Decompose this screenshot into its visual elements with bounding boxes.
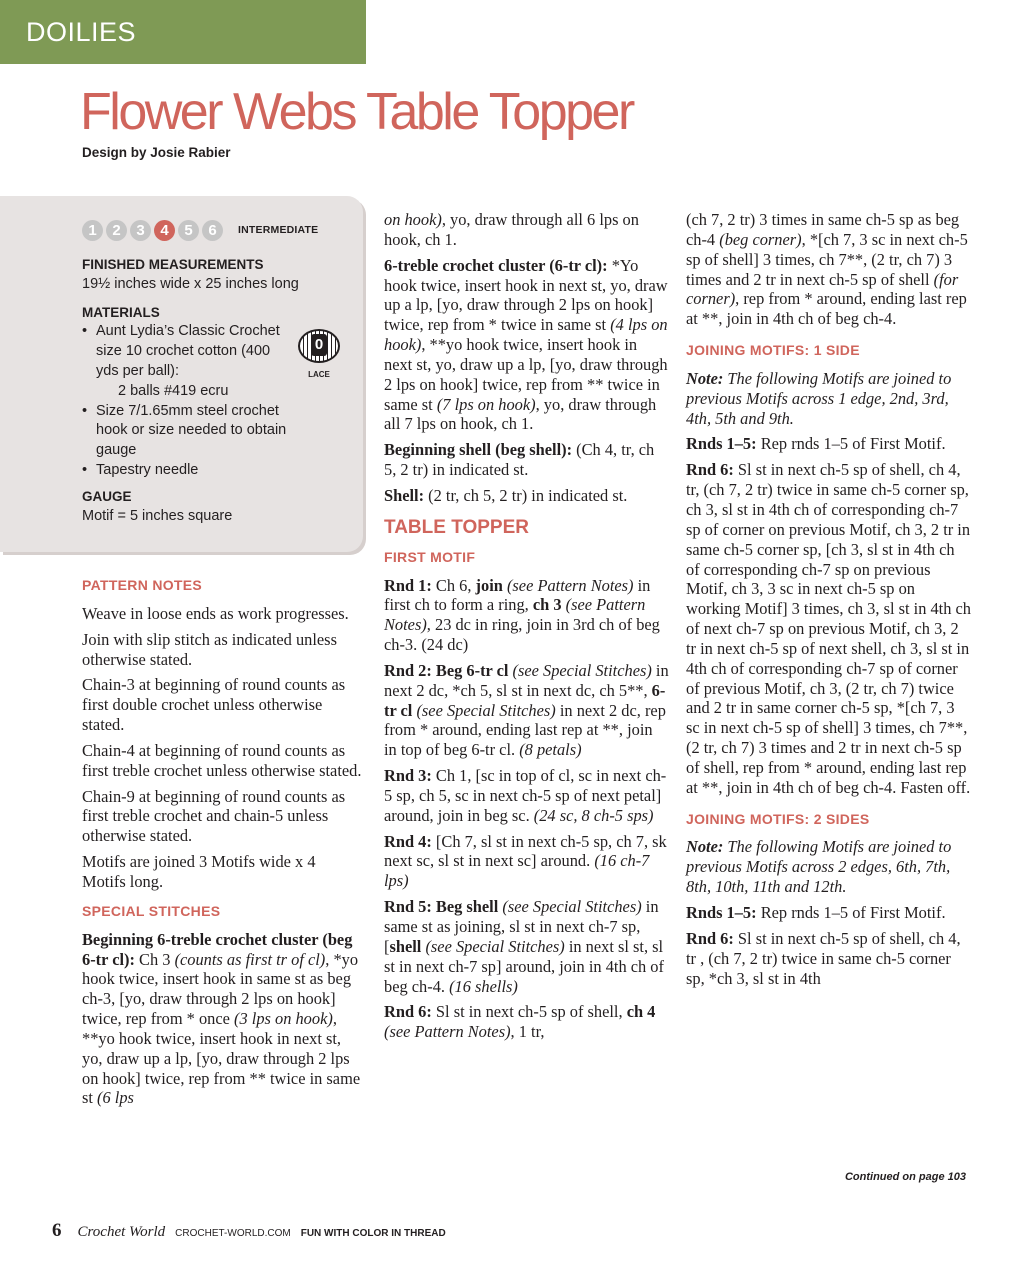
materials-heading: MATERIALS <box>82 304 160 320</box>
round-text: in next 2 dc, rep from * around, ending last rep at **, join in top of beg 6-tr cl. <box>384 700 666 760</box>
yarn-ball-icon <box>298 329 340 363</box>
round-note: (8 petals) <box>519 740 582 760</box>
pattern-note: Chain-3 at beginning of round counts as first double crochet unless otherwise stated. <box>82 675 346 735</box>
skill-dot-2: 2 <box>106 220 127 241</box>
joining-1-note <box>686 369 971 429</box>
round-note: (see Pattern Notes) <box>384 1022 511 1042</box>
stitch-term: Shell: <box>384 485 425 505</box>
note-label: Note: <box>686 368 724 388</box>
round-note: (24 sc, 8 ch-5 sps) <box>533 805 654 825</box>
joining-2-rnds-1-5 <box>686 903 971 923</box>
round-label: Rnd 3: <box>384 766 432 786</box>
note-label: Note: <box>686 837 724 857</box>
round-term: join <box>475 575 503 595</box>
round-note: (see Pattern Notes) <box>502 575 634 595</box>
round-note: (16 shells) <box>449 976 518 996</box>
stitch-note: on hook) <box>384 210 442 229</box>
round-6 <box>384 1002 669 1042</box>
round-text: Rep rnds 1–5 of First Motif. <box>756 434 946 454</box>
round-3 <box>384 766 669 826</box>
note-text: The following Motifs are joined to previous Motifs across 1 edge, 2nd, 3rd, 4th, 5th and 9th. <box>686 368 952 428</box>
yarn-weight-label: LACE <box>308 370 330 379</box>
skill-dot-5: 5 <box>178 220 199 241</box>
round-note: (see Special Stitches) <box>412 700 556 720</box>
round-note: (for corner) <box>686 269 959 309</box>
joining-1-rnds-1-5 <box>686 434 971 454</box>
round-text: , *[ch 7, 3 sc in next ch-5 sp of shell] 3 times, ch 7**, (2 tr, ch 7) 3 times and 2 tr in next ch-5 sp of shell <box>686 229 968 289</box>
joining-2-rnd-6 <box>686 929 971 989</box>
column-2 <box>384 210 669 1048</box>
round-label: Rnd 1: <box>384 575 432 595</box>
stitch-term: Beginning shell (beg shell): <box>384 440 573 460</box>
pattern-note: Join with slip stitch as indicated unless otherwise stated. <box>82 629 337 669</box>
pattern-note: Chain-9 at beginning of round counts as first treble crochet and chain-5 unless otherwise stated. <box>82 786 346 846</box>
round-text: in first ch to form a ring, <box>384 575 651 615</box>
pattern-note: Weave in loose ends as work progresses. <box>82 603 349 623</box>
section-tab: DOILIES <box>0 0 366 64</box>
stitch-beg-6tr-cl <box>82 930 362 1109</box>
joining-1-rnd-6 <box>686 460 971 797</box>
pattern-note: Chain-4 at beginning of round counts as first treble crochet unless otherwise stated. <box>82 740 362 780</box>
yarn-weight-number: 0 <box>311 334 327 356</box>
stitch-text: , *yo hook twice, insert hook in same st as beg ch-3, [yo, draw through 2 lps on hook] twice, rep from * once <box>82 949 359 1029</box>
round-term: shell <box>389 936 422 956</box>
designer-byline: Design by Josie Rabier <box>82 145 231 160</box>
skill-dot-3: 3 <box>130 220 151 241</box>
material-item: • Aunt Lydia’s Classic Crochet size 10 crochet cotton (400 yds per ball): <box>82 322 296 381</box>
stitch-beg-shell <box>384 440 669 480</box>
stitch-text: Ch 3 <box>134 949 175 969</box>
round-text: Sl st in next ch-5 sp of shell, ch 4, tr, (ch 7, 2 tr) twice in same ch-5 corner sp, ch 3, sl st in 4th ch of corresponding ch-7 sp of corner on previous Motif, ch 3, 2 tr in same ch-5 corner sp, [ch 3, sl st in 4th ch of corresponding ch-7 sp on previous Motif, ch 3, 3 sc in next ch-5 sp on working Motif] 3 times, ch 3, sl st in 4th ch of next ch-7 sp on previous Motif, ch 3, 2 tr in next ch-5 sp of next shell, ch 3, sl st in 4th ch of corresponding ch-7 sp of corner of previous Motif, ch 3, (2 tr, ch 7) twice and 2 tr in same corner ch-5 sp, *[ch 7, 3 sc in next ch-5 sp of shell] 3 times, ch 7**, (2 tr, ch 7) 3 times and 2 tr in next ch-5 sp of shell, rep from * around, ending last rep at **, join in 4th ch of beg ch-4. Fasten off. <box>686 460 971 797</box>
material-item: 2 balls #419 ecru <box>118 382 229 399</box>
magazine-name: Crochet World <box>77 1224 166 1240</box>
round-label: Rnd 6: <box>384 1002 432 1022</box>
pattern-notes-heading: PATTERN NOTES <box>82 577 203 593</box>
round-term: ch 3 <box>532 595 562 615</box>
column-1 <box>82 576 362 1114</box>
yarn-weight-icon <box>296 329 342 385</box>
round-label: Rnd 6: <box>686 928 734 948</box>
round-text: Ch 1, [sc in top of cl, sc in next ch-5 sp, ch 5, sc in next ch-5 sp of next petal] around, join in beg sc. <box>384 766 667 825</box>
table-topper-heading: TABLE TOPPER <box>384 516 529 538</box>
round-text: Sl st in next ch-5 sp of shell, <box>431 1002 627 1022</box>
stitch-note: (6 lps <box>97 1088 134 1108</box>
skill-dot-4: 4 <box>154 220 175 241</box>
finished-heading: FINISHED MEASUREMENTS <box>82 257 264 272</box>
skill-level <box>82 220 363 241</box>
round-label: Rnd 6: <box>686 460 734 480</box>
finished-text: 19½ inches wide x 25 inches long <box>82 275 299 292</box>
stitch-6tr-cl <box>384 256 669 435</box>
round-text: in next sl st, sl st in next ch-7 sp] around, join in 4th ch of beg ch-4. <box>384 936 664 996</box>
skill-level-label: INTERMEDIATE <box>238 223 319 236</box>
stitch-note: (counts as first tr of cl) <box>174 949 326 969</box>
stitch-text: , **yo hook twice, insert hook in next st, yo, draw up a lp, [yo, draw through 2 lps on hook] twice, rep from ** twice in same st <box>82 1009 361 1108</box>
round-2 <box>384 661 669 760</box>
magazine-website: CROCHET-WORLD.COM <box>175 1228 291 1239</box>
round-text: , 23 dc in ring, join in 3rd ch of beg ch-3. (24 dc) <box>384 615 660 655</box>
joining-2-sides-heading: JOINING MOTIFS: 2 SIDES <box>686 810 870 827</box>
round-term: 6-tr cl <box>384 680 666 720</box>
round-6-continued <box>686 210 971 329</box>
round-label: Rnds 1–5: <box>686 903 757 922</box>
material-item: • Size 7/1.65mm steel crochet hook or size needed to obtain gauge <box>82 402 306 461</box>
gauge-heading: GAUGE <box>82 488 132 504</box>
round-4 <box>384 832 669 892</box>
material-item: • Tapestry needle <box>82 461 363 481</box>
round-label: Rnd 2: Beg 6-tr cl <box>384 660 509 680</box>
round-text: in next 2 dc, *ch 5, sl st in next dc, ch 5**, <box>384 660 669 700</box>
stitch-note: (3 lps on hook) <box>234 1009 333 1029</box>
round-text: Sl st in next ch-5 sp of shell, ch 4, tr , (ch 7, 2 tr) twice in same ch-5 corner sp, *ch 3, sl st in 4th <box>686 928 961 988</box>
stitch-shell <box>384 486 669 506</box>
page-footer <box>52 1220 446 1242</box>
column-3 <box>686 210 971 994</box>
round-1 <box>384 576 669 655</box>
stitch-term: Beginning 6-treble crochet cluster (beg 6-tr cl): <box>82 929 353 969</box>
skill-dot-6: 6 <box>202 220 223 241</box>
stitch-term: 6-treble crochet cluster (6-tr cl): <box>384 255 608 275</box>
stitch-note: (4 lps on hook) <box>384 315 668 355</box>
stitch-text: *Yo hook twice, insert hook in next st, yo, draw up a lp, [yo, draw through 2 lps on hook] twice, rep from * twice in same st <box>384 255 668 335</box>
stitch-note: (7 lps on hook) <box>436 394 536 414</box>
round-note: (see Special Stitches) <box>498 897 642 917</box>
special-stitches-heading: SPECIAL STITCHES <box>82 902 221 919</box>
round-text: [Ch 7, sl st in next ch-5 sp, ch 7, sk next sc, sl st in next sc] around. <box>384 831 667 871</box>
skill-dot-1: 1 <box>82 220 103 241</box>
round-5 <box>384 897 669 996</box>
round-note: (see Special Stitches) <box>508 660 652 680</box>
continued-note: Continued on page 103 <box>844 1171 966 1183</box>
round-label: Rnd 5: Beg shell <box>384 897 499 917</box>
note-text: The following Motifs are joined to previous Motifs across 2 edges, 6th, 7th, 8th, 10th, 11th and 12th. <box>686 837 952 897</box>
joining-2-note <box>686 837 971 897</box>
joining-1-side-heading: JOINING MOTIFS: 1 SIDE <box>686 342 860 359</box>
round-text: , rep from * around, ending last rep at **, join in 4th ch of beg ch-4. <box>686 289 967 329</box>
pattern-info-panel <box>0 196 363 552</box>
issue-tagline: FUN WITH COLOR IN THREAD <box>300 1228 446 1239</box>
stitch-continued <box>384 210 669 250</box>
round-text: (ch 7, 2 tr) 3 times in same ch-5 sp as beg ch-4 <box>686 210 960 249</box>
stitch-text: (Ch 4, tr, ch 5, 2 tr) in indicated st. <box>384 440 655 480</box>
round-text: , 1 tr, <box>510 1022 545 1042</box>
round-note: (see Pattern Notes) <box>384 595 646 635</box>
stitch-text: , **yo hook twice, insert hook in next st, yo, draw up a lp, [yo, draw through 2 lps on hook] twice, rep from ** twice in same st <box>384 335 668 414</box>
round-label: Rnd 4: <box>384 831 432 851</box>
stitch-text: , yo, draw through all 7 lps on hook, ch 1. <box>384 394 657 434</box>
round-text: Ch 6, <box>431 575 476 595</box>
round-term: ch 4 <box>626 1002 656 1022</box>
round-note: (see Special Stitches) <box>421 936 565 956</box>
page-number: 6 <box>52 1220 62 1241</box>
round-text: in same st as joining, sl st in next ch-7 sp, [ <box>384 897 659 956</box>
first-motif-heading: FIRST MOTIF <box>384 548 476 565</box>
pattern-note: Motifs are joined 3 Motifs wide x 4 Motifs long. <box>82 852 316 891</box>
stitch-text: , yo, draw through all 6 lps on hook, ch 1. <box>384 210 639 249</box>
stitch-text: (2 tr, ch 5, 2 tr) in indicated st. <box>424 485 628 505</box>
round-text: Rep rnds 1–5 of First Motif. <box>756 903 946 922</box>
round-note: (beg corner) <box>719 229 802 249</box>
gauge-text: Motif = 5 inches square <box>82 507 233 524</box>
round-note: (16 ch-7 lps) <box>384 851 650 891</box>
page-title: Flower Webs Table Topper <box>80 83 633 141</box>
round-label: Rnds 1–5: <box>686 434 757 454</box>
